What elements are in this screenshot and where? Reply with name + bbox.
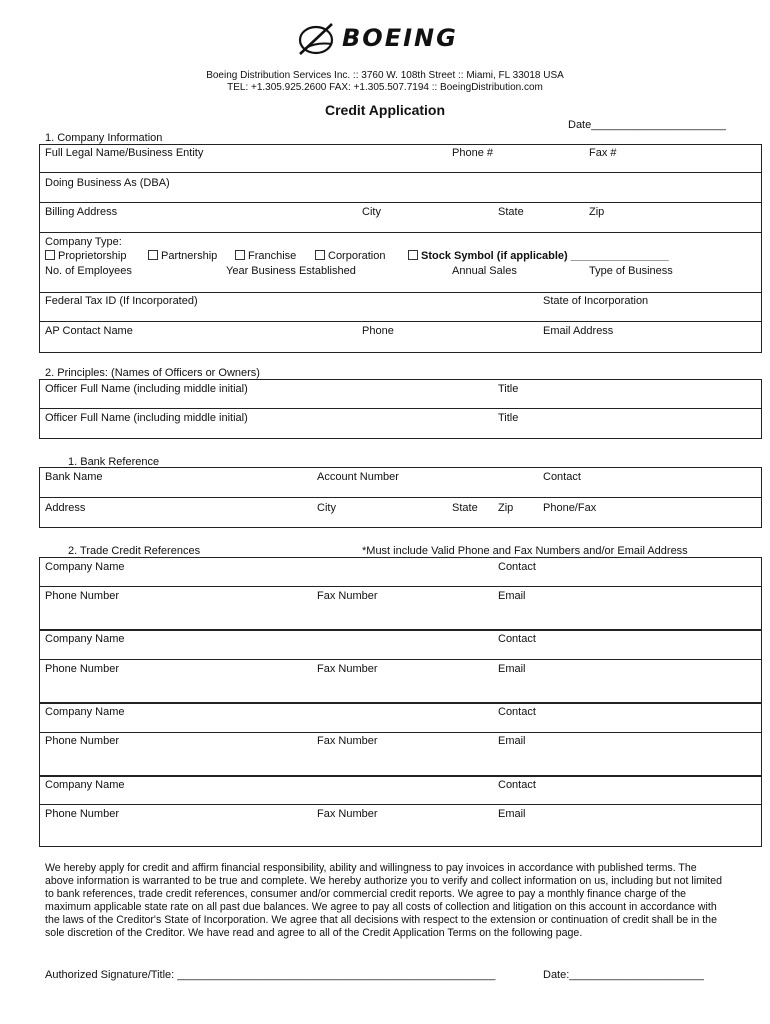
federal-tax-id-field[interactable]: Federal Tax ID (If Incorporated)	[45, 295, 198, 307]
year-established-field[interactable]: Year Business Established	[226, 265, 356, 277]
type-partnership[interactable]	[148, 250, 217, 262]
trade-ref-box-2	[39, 630, 762, 703]
divider	[39, 586, 762, 587]
phone-field[interactable]: Phone #	[452, 147, 493, 159]
billing-city-field[interactable]: City	[362, 206, 381, 218]
trade4-fax-field[interactable]: Fax Number	[317, 808, 378, 820]
section-principles-title: 2. Principles: (Names of Officers or Owners)	[45, 367, 260, 379]
trade1-phone-field[interactable]: Phone Number	[45, 590, 119, 602]
bank-phone-fax-field[interactable]: Phone/Fax	[543, 502, 597, 514]
trade1-contact-field[interactable]: Contact	[498, 561, 536, 573]
divider	[39, 497, 762, 498]
divider	[39, 202, 762, 203]
trade2-email-field[interactable]: Email	[498, 663, 526, 675]
trade-note: *Must include Valid Phone and Fax Numbers and/or Email Address	[362, 545, 688, 557]
section-trade-title: 2. Trade Credit References	[68, 545, 201, 557]
billing-state-field[interactable]: State	[498, 206, 524, 218]
signature-date-field[interactable]: Date:______________________	[543, 969, 704, 981]
ap-phone-field[interactable]: Phone	[362, 325, 394, 337]
stock-symbol-label: Stock Symbol (if applicable) ________________	[421, 250, 669, 262]
account-number-field[interactable]: Account Number	[317, 471, 399, 483]
checkbox-icon[interactable]	[408, 250, 418, 260]
ap-contact-field[interactable]: AP Contact Name	[45, 325, 133, 337]
title2-field[interactable]: Title	[498, 412, 519, 424]
legal-name-field[interactable]: Full Legal Name/Business Entity	[45, 147, 204, 159]
divider	[39, 172, 762, 173]
checkbox-icon[interactable]	[315, 250, 325, 260]
stock-symbol-field[interactable]	[408, 250, 669, 262]
company-type-label: Company Type:	[45, 236, 122, 248]
trade2-phone-field[interactable]: Phone Number	[45, 663, 119, 675]
trade2-fax-field[interactable]: Fax Number	[317, 663, 378, 675]
trade4-contact-field[interactable]: Contact	[498, 779, 536, 791]
divider	[39, 321, 762, 322]
trade1-email-field[interactable]: Email	[498, 590, 526, 602]
divider	[39, 804, 762, 805]
trade4-email-field[interactable]: Email	[498, 808, 526, 820]
trade3-email-field[interactable]: Email	[498, 735, 526, 747]
boeing-emblem-icon	[294, 18, 338, 62]
trade3-phone-field[interactable]: Phone Number	[45, 735, 119, 747]
type-label: Partnership	[161, 250, 218, 262]
divider	[39, 232, 762, 233]
page-title: Credit Application	[324, 102, 446, 118]
bank-contact-field[interactable]: Contact	[543, 471, 581, 483]
section-bank-title: 1. Bank Reference	[68, 456, 160, 468]
type-of-business-field[interactable]: Type of Business	[589, 265, 673, 277]
bank-address-field[interactable]: Address	[45, 502, 86, 514]
trade-ref-box-3	[39, 703, 762, 776]
boeing-wordmark: BOEING	[342, 24, 458, 52]
billing-zip-field[interactable]: Zip	[589, 206, 605, 218]
trade-ref-box-4	[39, 776, 762, 847]
type-label: Corporation	[328, 250, 386, 262]
type-proprietorship[interactable]	[45, 250, 126, 262]
divider	[39, 408, 762, 409]
fax-field[interactable]: Fax #	[589, 147, 617, 159]
dba-field[interactable]: Doing Business As (DBA)	[45, 177, 170, 189]
trade2-contact-field[interactable]: Contact	[498, 633, 536, 645]
ap-email-field[interactable]: Email Address	[543, 325, 614, 337]
type-corporation[interactable]	[315, 250, 385, 262]
title1-field[interactable]: Title	[498, 383, 519, 395]
checkbox-icon[interactable]	[45, 250, 55, 260]
checkbox-icon[interactable]	[148, 250, 158, 260]
divider	[39, 732, 762, 733]
type-label: Proprietorship	[58, 250, 127, 262]
trade3-fax-field[interactable]: Fax Number	[317, 735, 378, 747]
boeing-logo	[294, 18, 479, 64]
trade3-company-field[interactable]: Company Name	[45, 706, 125, 718]
billing-address-field[interactable]: Billing Address	[45, 206, 118, 218]
date-field[interactable]: Date______________________	[568, 119, 726, 131]
trade4-company-field[interactable]: Company Name	[45, 779, 125, 791]
officer2-field[interactable]: Officer Full Name (including middle initial)	[45, 412, 248, 424]
divider	[39, 659, 762, 660]
annual-sales-field[interactable]: Annual Sales	[452, 265, 517, 277]
trade1-fax-field[interactable]: Fax Number	[317, 590, 378, 602]
type-label: Franchise	[248, 250, 297, 262]
trade3-contact-field[interactable]: Contact	[498, 706, 536, 718]
address-line: Boeing Distribution Services Inc. :: 3760 W. 108th Street :: Miami, FL 33018 USA	[206, 70, 564, 81]
contact-line: TEL: +1.305.925.2600 FAX: +1.305.507.7194 :: BoeingDistribution.com	[227, 82, 543, 93]
signature-field[interactable]: Authorized Signature/Title: ____________________________________________________	[45, 969, 496, 981]
checkbox-icon[interactable]	[235, 250, 245, 260]
bank-zip-field[interactable]: Zip	[498, 502, 514, 514]
bank-city-field[interactable]: City	[317, 502, 336, 514]
trade4-phone-field[interactable]: Phone Number	[45, 808, 119, 820]
state-incorporation-field[interactable]: State of Incorporation	[543, 295, 649, 307]
trade2-company-field[interactable]: Company Name	[45, 633, 125, 645]
type-franchise[interactable]	[235, 250, 296, 262]
bank-state-field[interactable]: State	[452, 502, 478, 514]
trade1-company-field[interactable]: Company Name	[45, 561, 125, 573]
bank-name-field[interactable]: Bank Name	[45, 471, 103, 483]
terms-paragraph: We hereby apply for credit and affirm financial responsibility, ability and willingness to pay invoices in accordance with published terms. The above information is warranted to be true and complete. We hereby authorize you to verify and collect information on us, including but not limited to bank references, trade credit references, consumer and/or commercial credit reports. We agree to pay a monthly finance charge of the maximum applicable state rate on all past due balances. We agree to pay all costs of collection and litigation on this account in accordance with the laws of the Creditor's State of Incorporation. We agree that all decisions with respect to the extension or continuation of credit shall be in the sole discretion of the Creditor. We have read and agree to all of the Credit Application Terms on the following page.	[45, 862, 723, 939]
employees-field[interactable]: No. of Employees	[45, 265, 132, 277]
section-company-info-title: 1. Company Information	[45, 132, 163, 144]
officer1-field[interactable]: Officer Full Name (including middle initial)	[45, 383, 248, 395]
divider	[39, 292, 762, 293]
trade-ref-box-1	[39, 557, 762, 630]
